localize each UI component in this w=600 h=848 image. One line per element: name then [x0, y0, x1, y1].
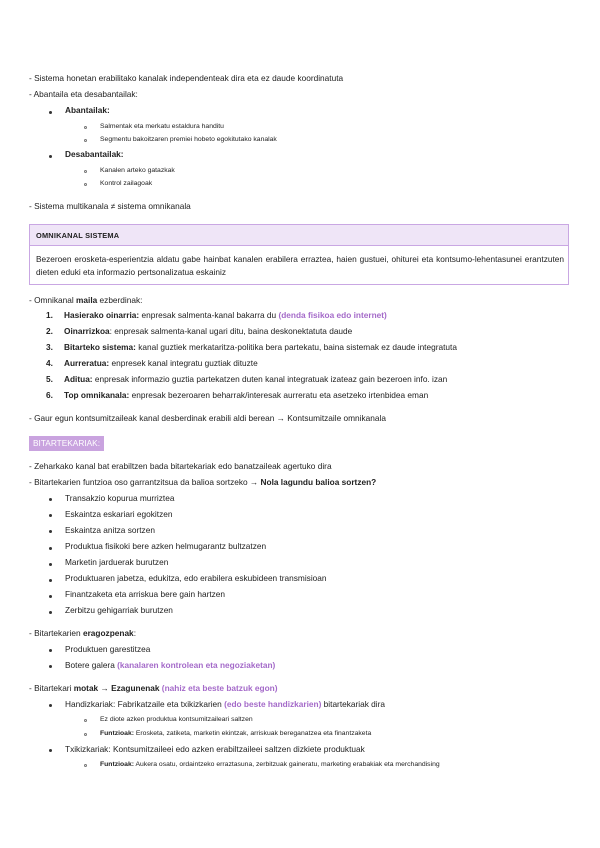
list-number: 1. — [46, 310, 53, 320]
bullet-icon — [49, 665, 52, 668]
text-line: - Abantaila eta desabantailak: — [29, 89, 138, 99]
list-item: Marketin jarduerak burutzen — [65, 557, 169, 567]
text-line: - Gaur egun kontsumitzaileak kanal desberdinak erabili aldi berean → Kontsumitzaile omnikanala — [29, 413, 386, 423]
list-item: Produktuen garestitzea — [65, 644, 151, 654]
list-item: Funtzioak: Erosketa, zatiketa, marketin ekintzak, arriskuak bereganatzea eta finantzaketa — [100, 730, 372, 737]
list-item: Salmentak eta merkatu estaldura handitu — [100, 123, 224, 130]
section-tag: BITARTEKARIAK: — [29, 436, 104, 451]
callout-header: OMNIKANAL SISTEMA — [29, 224, 569, 246]
bullet-icon — [49, 704, 52, 707]
bullet-icon — [49, 649, 52, 652]
list-item: Oinarrizkoa: enpresak salmenta-kanal ugari ditu, baina deskonektatuta daude — [64, 326, 353, 336]
bullet-icon — [49, 498, 52, 501]
text-line: - Bitartekarien funtzioa oso garrantzitsua da balioa sortzeko → Nola lagundu balioa sortzen? — [29, 477, 377, 487]
bullet-icon — [49, 749, 52, 752]
list-item: Txikizkariak: Kontsumitzaileei edo azken erabiltzaileei saltzen dizkiete produktuak — [65, 744, 365, 754]
list-item: Kontrol zailagoak — [100, 180, 153, 187]
bullet-icon — [49, 611, 52, 614]
list-number: 2. — [46, 326, 53, 336]
disadvantages-heading: Desabantailak: — [65, 149, 124, 159]
list-item: Ez diote azken produktua kontsumitzaileari saltzen — [100, 716, 253, 723]
list-item: Funtzioak: Aukera osatu, ordaintzeko erraztasuna, zerbitzuak gaineratu, marketing erabakiak eta merchandising — [100, 761, 440, 768]
list-item: Finantzaketa eta arriskua bere gain hartzen — [65, 589, 226, 599]
list-item: Top omnikanala: enpresak bezeroaren beharrak/interesak aurreratu eta asetzeko irtenbidea eman — [64, 390, 429, 400]
text-line: - Bitartekarien eragozpenak: — [29, 628, 136, 638]
list-number: 3. — [46, 342, 53, 352]
bullet-icon — [49, 530, 52, 533]
circle-bullet-icon — [84, 719, 87, 722]
bullet-icon — [49, 111, 52, 114]
text-line: - Omnikanal maila ezberdinak: — [29, 295, 143, 305]
list-item: Kanalen arteko gatazkak — [100, 167, 175, 174]
list-item: Bitarteko sistema: kanal guztiek merkataritza-politika bera partekatu, baina sistemak ez daude integratuta — [64, 342, 457, 352]
list-item: Hasierako oinarria: enpresak salmenta-kanal bakarra du (denda fisikoa edo internet) — [64, 310, 387, 320]
circle-bullet-icon — [84, 183, 87, 186]
list-item: Eskaintza anitza sortzen — [65, 525, 155, 535]
list-number: 6. — [46, 390, 53, 400]
list-item: Segmentu bakoitzaren premiei hobeto egokitutako kanalak — [100, 136, 277, 143]
list-item: Zerbitzu gehigarriak burutzen — [65, 605, 173, 615]
bullet-icon — [49, 563, 52, 566]
text-line: - Bitartekari motak → Ezagunenak (nahiz eta beste batzuk egon) — [29, 683, 278, 693]
list-number: 4. — [46, 358, 53, 368]
bullet-icon — [49, 514, 52, 517]
bullet-icon — [49, 579, 52, 582]
bullet-icon — [49, 155, 52, 158]
list-item: Produktua fisikoki bere azken helmugarantz bultzatzen — [65, 541, 267, 551]
circle-bullet-icon — [84, 126, 87, 129]
circle-bullet-icon — [84, 733, 87, 736]
list-item: Transakzio kopurua murriztea — [65, 493, 175, 503]
list-item: Aditua: enpresak informazio guztia partekatzen duten kanal integratuak izateaz gain bezeroen info. izan — [64, 374, 448, 384]
list-item: Eskaintza eskariari egokitzen — [65, 509, 173, 519]
list-item: Botere galera (kanalaren kontrolean eta negoziaketan) — [65, 660, 276, 670]
bullet-icon — [49, 547, 52, 550]
advantages-heading: Abantailak: — [65, 105, 110, 115]
list-item: Produktuaren jabetza, edukitza, edo erabilera eskubideen transmisioan — [65, 573, 327, 583]
circle-bullet-icon — [84, 139, 87, 142]
bullet-icon — [49, 595, 52, 598]
callout-body: Bezeroen erosketa-esperientzia aldatu gabe hainbat kanalen erabilera erraztea, haien gustuei, ohiturei eta kontsumo-lehentasunei erantzuten dieten eduki eta informazio pertsonalizatua eskainiz — [29, 246, 569, 285]
list-number: 5. — [46, 374, 53, 384]
list-item: Handizkariak: Fabrikatzaile eta txikizkarien (edo beste handizkarien) bitartekariak dira — [65, 699, 386, 709]
list-item: Aurreratua: enpresek kanal integratu guztiak dituzte — [64, 358, 258, 368]
text-line: - Sistema multikanala ≠ sistema omnikanala — [29, 201, 191, 211]
circle-bullet-icon — [84, 170, 87, 173]
text-line: - Zeharkako kanal bat erabiltzen bada bitartekariak edo banatzaileak agertuko dira — [29, 461, 332, 471]
text-line: - Sistema honetan erabilitako kanalak independenteak dira eta ez daude koordinatuta — [29, 73, 344, 83]
circle-bullet-icon — [84, 764, 87, 767]
